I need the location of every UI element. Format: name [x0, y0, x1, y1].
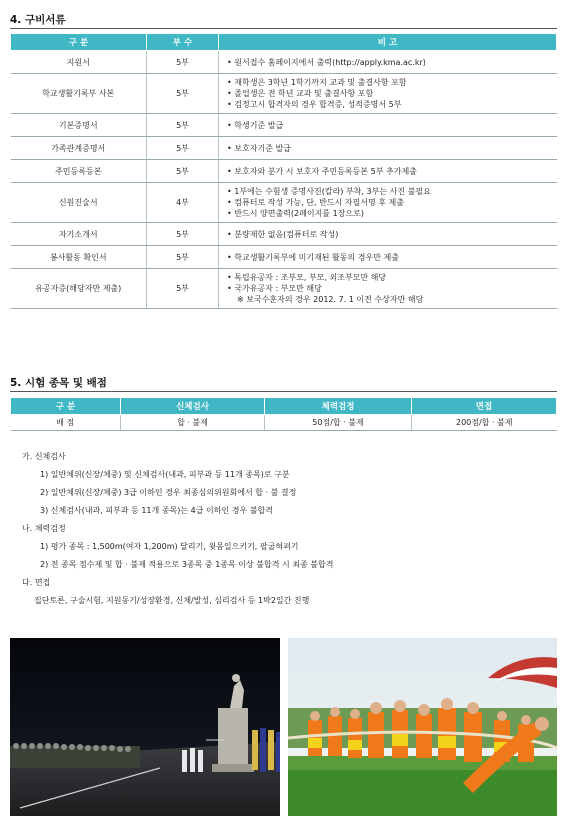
documents-row [11, 183, 557, 223]
remark-line: • 보호자기준 발급 [227, 143, 291, 153]
document-count: 4부 [147, 183, 219, 223]
notes-heading: 다. 면접 [22, 578, 51, 587]
exam-header-row [11, 398, 557, 415]
notes-item: 1) 일반체위(신장/체중) 및 신체검사(내과, 피부과 등 11개 종목)로 구분 [40, 470, 290, 479]
documents-row [11, 223, 557, 246]
documents-header-row [11, 34, 557, 51]
documents-row [11, 269, 557, 309]
document-name: 신원진술서 [11, 183, 147, 223]
document-count: 5부 [147, 51, 219, 74]
document-remarks [219, 51, 557, 74]
documents-row [11, 51, 557, 74]
header-remarks: 비 고 [219, 34, 557, 51]
document-count: 5부 [147, 246, 219, 269]
exam-notes [22, 448, 333, 610]
section4-rule [10, 28, 557, 29]
remark-line: • 재학생은 3학년 1학기까지 교과 및 출결사항 포함 [227, 78, 407, 87]
remark-line: • 반드시 양면출력(2페이지를 1장으로) [227, 209, 364, 218]
documents-table [10, 33, 557, 309]
notes-heading: 나. 체력검정 [22, 524, 66, 533]
remark-line: • 분량제한 없음(컴퓨터로 작성) [227, 229, 339, 239]
photo-tug-of-war [288, 638, 557, 816]
remark-line: • 국가유공자 : 부모만 해당 [227, 284, 322, 293]
document-count: 5부 [147, 74, 219, 114]
document-count: 5부 [147, 114, 219, 137]
remark-line: • 학생기준 발급 [227, 120, 284, 130]
document-count: 5부 [147, 160, 219, 183]
notes-item: 집단토론, 구술시험, 지원동기/성장환경, 신체/발성, 심리검사 등 1박2일간 진행 [34, 596, 310, 605]
document-name: 가족관계증명서 [11, 137, 147, 160]
document-name: 봉사활동 확인서 [11, 246, 147, 269]
section4-title: 4. 구비서류 [10, 14, 66, 26]
document-name: 기본증명서 [11, 114, 147, 137]
documents-row [11, 114, 557, 137]
document-remarks [219, 160, 557, 183]
document-remarks [219, 223, 557, 246]
tug-of-war-image [288, 638, 557, 816]
documents-row [11, 246, 557, 269]
exam-cell-physical: 합 · 불제 [121, 415, 265, 431]
remark-line: • 졸업생은 전 학년 교과 및 출결사항 포함 [227, 89, 374, 98]
document-count: 5부 [147, 223, 219, 246]
night-ceremony-image [10, 638, 280, 816]
remark-line: • 학교생활기록부에 미기재된 활동의 경우만 제출 [227, 252, 399, 262]
header-category: 구 분 [11, 34, 147, 51]
exam-header-interview: 면접 [412, 398, 557, 415]
exam-cell-fitness: 50점/합 · 불제 [265, 415, 412, 431]
document-remarks [219, 74, 557, 114]
remark-line: • 원서접수 홈페이지에서 출력(http://apply.kma.ac.kr) [227, 57, 426, 67]
exam-header-fitness: 체력검정 [265, 398, 412, 415]
notes-item: 2) 일반체위(신장/체중) 3급 이하인 경우 최종심의위원회에서 합 · 불 결정 [40, 488, 297, 497]
remark-line: ※ 보국수훈자의 경우 2012. 7. 1 이전 수상자만 해당 [237, 295, 424, 304]
document-name: 유공자증(해당자만 제출) [11, 269, 147, 309]
notes-heading: 가. 신체검사 [22, 452, 66, 461]
document-remarks [219, 137, 557, 160]
exam-table [10, 397, 557, 431]
notes-item: 2) 전 종목 점수제 및 합 · 불제 적용으로 3종목 중 1종목 이상 불합격 시 최종 불합격 [40, 560, 334, 569]
document-count: 5부 [147, 137, 219, 160]
documents-row [11, 74, 557, 114]
document-remarks [219, 269, 557, 309]
document-name: 자기소개서 [11, 223, 147, 246]
document-name: 지원서 [11, 51, 147, 74]
document-name: 주민등록등본 [11, 160, 147, 183]
remark-line: • 검정고시 합격자의 경우 합격증, 성적증명서 5부 [227, 100, 402, 109]
document-remarks [219, 114, 557, 137]
section5-title: 5. 시험 종목 및 배점 [10, 377, 107, 389]
exam-score-row [11, 415, 557, 431]
photo-night-ceremony [10, 638, 280, 816]
exam-header-physical: 신체검사 [121, 398, 265, 415]
section5-rule [10, 391, 557, 392]
remark-line: • 독립유공자 : 조부모, 부모, 외조부모만 해당 [227, 273, 387, 282]
notes-item: 1) 평가 종목 : 1,500m(여자 1,200m) 달리기, 윗몸일으키기, 팔굽혀펴기 [40, 542, 299, 551]
remark-line: • 1부에는 수험생 증명사진(칼라) 부착, 3부는 사진 불필요 [227, 187, 431, 196]
documents-row [11, 160, 557, 183]
exam-header-category: 구 분 [11, 398, 121, 415]
remark-line: • 컴퓨터로 작성 가능, 단, 반드시 자필서명 후 제출 [227, 198, 404, 207]
document-name: 학교생활기록부 사본 [11, 74, 147, 114]
document-remarks [219, 246, 557, 269]
exam-cell-category: 배 점 [11, 415, 121, 431]
document-remarks [219, 183, 557, 223]
document-count: 5부 [147, 269, 219, 309]
documents-row [11, 137, 557, 160]
notes-item: 3) 신체검사(내과, 피부과 등 11개 종목)는 4급 이하인 경우 불합격 [40, 506, 273, 515]
exam-cell-interview: 200점/합 · 불제 [412, 415, 557, 431]
header-count: 부 수 [147, 34, 219, 51]
remark-line: • 보호자와 분가 시 보호자 주민등록등본 5부 추가제출 [227, 166, 417, 176]
